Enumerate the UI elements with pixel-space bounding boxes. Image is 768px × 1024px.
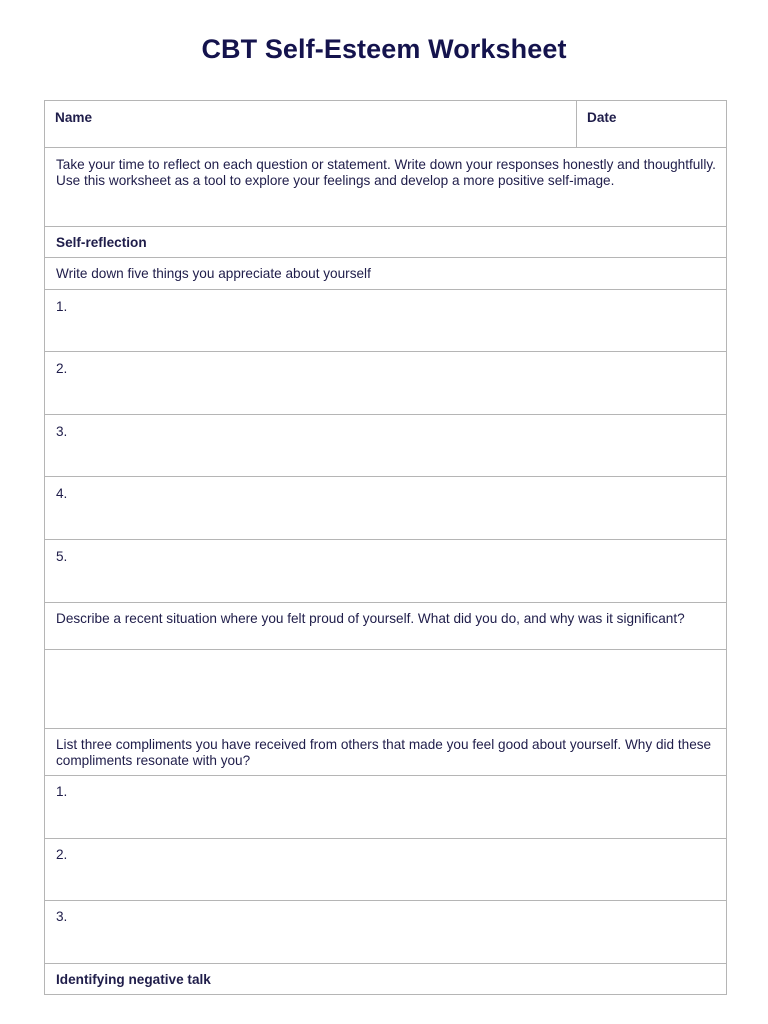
answer-field[interactable] <box>45 839 727 901</box>
item-number: 2. <box>56 361 68 376</box>
item-number: 1. <box>56 784 68 799</box>
answer-field[interactable] <box>45 776 727 839</box>
proud-answer-field[interactable] <box>45 650 727 729</box>
item-number: 3. <box>56 909 68 924</box>
proud-prompt: Describe a recent situation where you felt proud of yourself. What did you do, and why was it significant? <box>56 611 685 626</box>
intro-text: Take your time to reflect on each question or statement. Write down your responses honestly and thoughtfully. Use this worksheet as a tool to explore your feelings and develop a more positive self-image. <box>56 157 716 188</box>
worksheet-title: CBT Self-Esteem Worksheet <box>201 34 567 64</box>
worksheet-table <box>44 100 727 995</box>
item-number: 3. <box>56 424 68 439</box>
header-row <box>45 101 727 148</box>
answer-field[interactable] <box>45 477 727 540</box>
name-label: Name <box>55 110 93 125</box>
section-heading-label: Identifying negative talk <box>56 972 211 987</box>
answer-field[interactable] <box>45 901 727 964</box>
date-field[interactable] <box>577 101 727 147</box>
answer-field[interactable] <box>45 540 727 603</box>
answer-field[interactable] <box>45 290 727 352</box>
appreciate-prompt-row <box>45 258 727 290</box>
intro-row <box>45 148 727 227</box>
section-heading-label: Self-reflection <box>56 235 147 250</box>
item-number: 4. <box>56 486 68 501</box>
section-heading-negative-talk <box>45 964 727 995</box>
proud-prompt-row <box>45 603 727 650</box>
item-number: 2. <box>56 847 68 862</box>
section-heading-self-reflection <box>45 227 727 258</box>
name-field[interactable] <box>45 101 577 147</box>
compliments-prompt: List three compliments you have received from others that made you feel good about yourself. Why did these compliments resonate with you? <box>56 737 712 768</box>
date-label: Date <box>587 110 617 125</box>
appreciate-prompt: Write down five things you appreciate about yourself <box>56 266 371 281</box>
answer-field[interactable] <box>45 415 727 477</box>
answer-field[interactable] <box>45 352 727 415</box>
compliments-prompt-row <box>45 729 727 776</box>
item-number: 5. <box>56 549 68 564</box>
item-number: 1. <box>56 299 68 314</box>
